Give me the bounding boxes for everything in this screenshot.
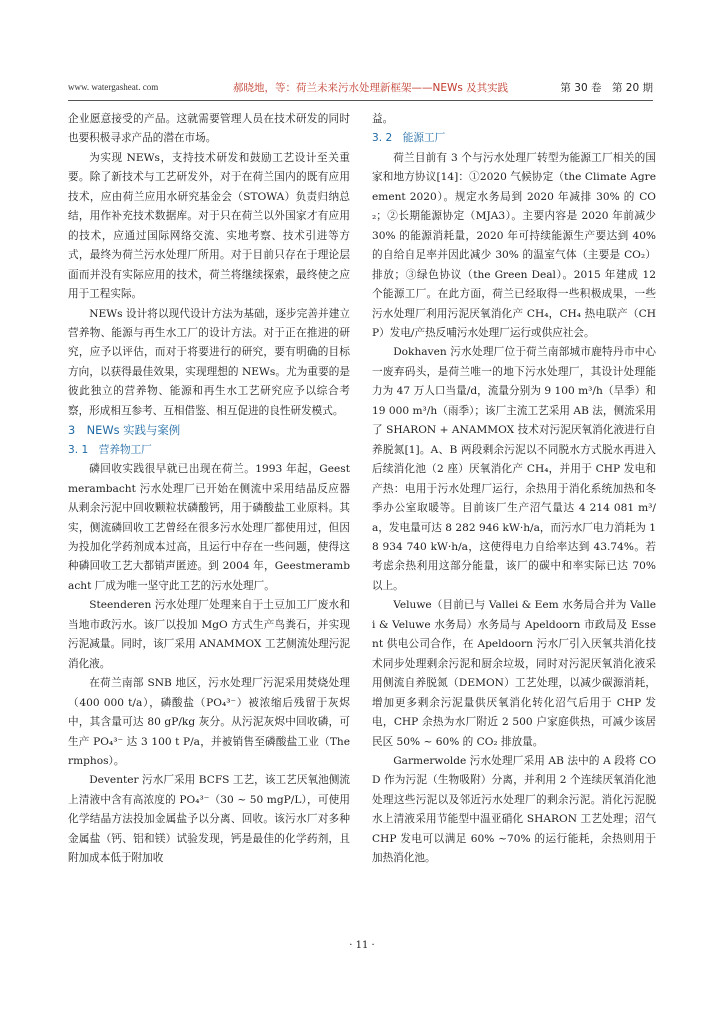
volume-issue: 第 30 卷 第 20 期 [560, 82, 653, 94]
subsection-heading: 3. 2 能源工厂 [372, 132, 446, 145]
paragraph: 荷兰目前有 3 个与污水处理厂转型为能源工厂相关的国家和地方协议[14]：①2020 气候协定（the Climate Agreement 2020）。规定水务局到 2020 年减排 30% 的 CO₂；②长期能源协定（MJA3）。主要内容是 2020 年前减少 30% 的能源消耗量，2020 年可持续能源生产要达到 40% 的自给自足率并因此减少 30% 的温室气体（主要是 CO₂）排放；③绿色协议（the Green Deal）。2015 年建成 12 个能源工厂。在此方面，荷兰已经取得一些积极成果，一些污水处理厂利用污泥厌氧消化产 CH₄，CH₄ 热电联产（CHP）发电/产热反哺污水处理厂运行或供应社会。 [372, 151, 656, 339]
header-rule [68, 100, 653, 101]
paragraph: 磷回收实践很早就已出现在荷兰。1993 年起，Geestmerambacht 污水处理厂已开始在侧流中采用结晶反应器从剩余污泥中回收颗粒状磷酸钙，用于磷酸盐工业原料。其实，侧流磷回收工艺曾经在很多污水处理厂都使用过，但因为投加化学药剂成本过高，且运行中存在一些问题，使得这种磷回收工艺大都销声匿迹。到 2004 年，Geestmerambacht 厂成为唯一坚守此工艺的污水处理厂。 [68, 463, 350, 592]
paragraph: 为实现 NEWs，支持技术研发和鼓励工艺设计至关重要。除了新技术与工艺研发外，对于在荷兰国内的既有应用技术，应由荷兰应用水研究基金会（STOWA）负责归纳总结，用作补充技术数据库。对于只在荷兰以外国家才有应用的技术，应通过国际网络交流、实地考察、技术引进等方式，最终为荷兰污水处理厂所用。对于目前只存在于理论层面而并没有实际应用的技术，荷兰将继续探索，最终使之应用于工程实际。 [68, 151, 350, 301]
paragraph: 在荷兰南部 SNB 地区，污水处理厂污泥采用焚烧处理（400 000 t/a），磷酸盐（PO₄³⁻）被浓缩后残留于灰烬中，其含量可达 80 gP/kg 灰分。从污泥灰烬中回收磷，可生产 PO₄³⁻ 达 3 100 t P/a，并被销售至磷酸盐工业（Thermphos）。 [68, 677, 350, 767]
paragraph: Veluwe（目前已与 Vallei & Eem 水务局合并为 Vallei & Veluwe 水务局）水务局与 Apeldoorn 市政局及 Essent 供电公司合作，在 Apeldoorn 污水厂引入厌氧共消化技术同步处理剩余污泥和厨余垃圾，同时对污泥厌氧消化液采用侧流自养脱氮（DEMON）工艺处理，以减少碳源消耗，增加更多剩余污泥量供厌氧消化转化沼气后用于 CHP 发电，CHP 余热为水厂附近 2 500 户家庭供热，可减少该居民区 50% ~ 60% 的 CO₂ 排放量。 [372, 599, 656, 748]
page-number: · 11 · [349, 940, 375, 951]
paragraph: Dokhaven 污水处理厂位于荷兰南部城市鹿特丹市中心一废弃码头，是荷兰唯一的地下污水处理厂，其设计处理能力为 47 万人口当量/d，流量分别为 9 100 m³/h（旱季）和 19 000 m³/h（雨季）；该厂主流工艺采用 AB 法，侧流采用了 SHARON + ANAMMOX 技术对污泥厌氧消化液进行自养脱氮[1]。A、B 两段剩余污泥以不同脱水方式脱水再进入后续消化池（2 座）厌氧消化产 CH₄，并用于 CHP 发电和产热：电用于污水处理厂运行，余热用于消化系统加热和冬季办公室取暖等。目前该厂生产沼气量达 4 214 081 m³/a，发电量可达 8 282 946 kW·h/a，而污水厂电力消耗为 18 934 740 kW·h/a，这使得电力自给率达到 43.74%。若考虑余热利用这部分能量，该厂的碳中和率实际已达 70% 以上。 [372, 346, 656, 592]
paragraph: 企业愿意接受的产品。这就需要管理人员在技术研发的同时也要积极寻求产品的潜在市场。 [68, 113, 350, 145]
left-column [68, 110, 350, 869]
section-heading: 3 NEWs 实践与案例 [68, 423, 181, 438]
paragraph: Deventer 污水厂采用 BCFS 工艺，该工艺厌氧池侧流上清液中含有高浓度的 PO₄³⁻（30 ~ 50 mgP/L），可使用化学结晶方法投加金属盐予以分离、回收。该污水厂对多种金属盐（钙、铝和镁）试验发现，钙是最佳的化学药剂，且附加成本低于附加收 [68, 774, 350, 865]
running-title: 郝晓地，等：荷兰未来污水处理新框架——NEWs 及其实践 [233, 82, 509, 94]
right-column [372, 110, 656, 869]
running-header [68, 76, 653, 98]
paragraph: NEWs 设计将以现代设计方法为基础，逐步完善并建立营养物、能源与再生水工厂的设计方法。对于正在推进的研究，应予以评估，而对于将要进行的研究，要有明确的目标方向，以获得最佳效果，实现理想的 NEWs。尤为重要的是彼此独立的营养物、能源和再生水工艺研究应予以综合考察，形成相互参考、互相借鉴、相互促进的良性研发模式。 [68, 307, 350, 417]
journal-url: www. watergasheat. com [68, 82, 159, 92]
paragraph: 益。 [372, 113, 394, 125]
subsection-heading: 3. 1 营养物工厂 [68, 443, 152, 456]
paragraph: Garmerwolde 污水处理厂采用 AB 法中的 A 段将 COD 作为污泥（生物吸附）分离，并利用 2 个连续厌氧消化池处理这些污泥以及邻近污水处理厂的剩余污泥。消化污泥脱水上清液采用节能型中温亚硝化 SHARON 工艺处理；沼气 CHP 发电可以满足 60% ~70% 的运行能耗，余热则用于加热消化池。 [372, 754, 656, 865]
paragraph: Steenderen 污水处理厂处理来自于土豆加工厂废水和当地市政污水。该厂以投加 MgO 方式生产鸟粪石，并实现污泥减量。同时，该厂采用 ANAMMOX 工艺侧流处理污泥消化液。 [68, 599, 350, 670]
